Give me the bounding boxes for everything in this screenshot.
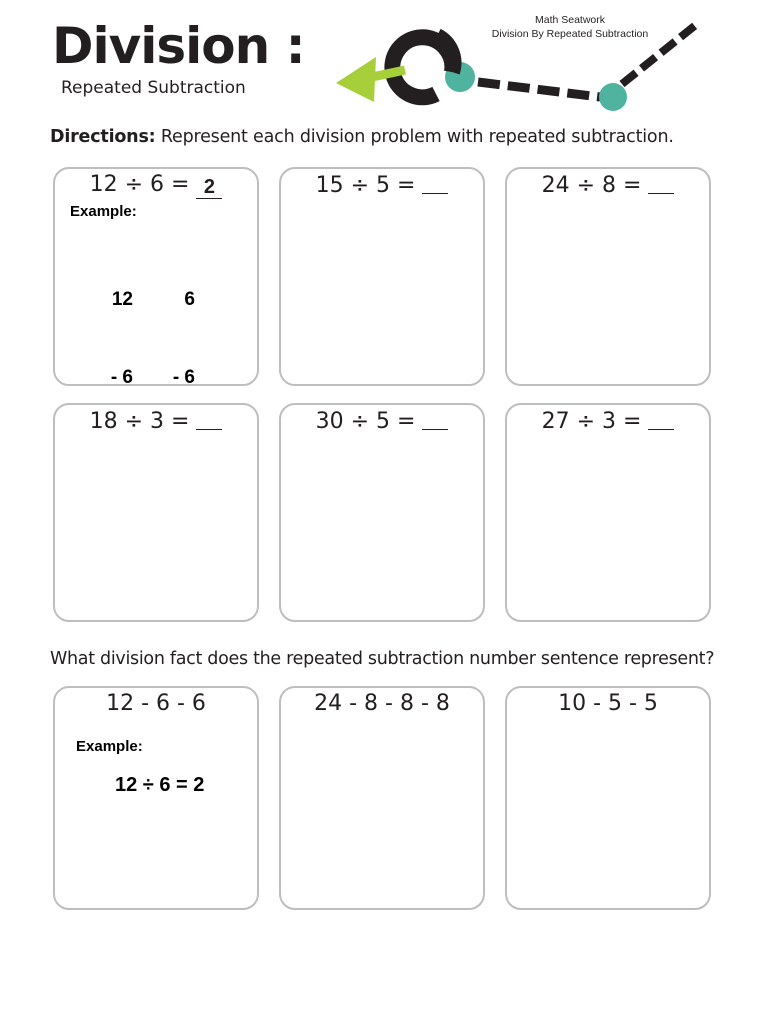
answer-blank[interactable]	[422, 409, 448, 430]
fact-box-2[interactable]	[279, 686, 485, 910]
subtrahend: - 6	[110, 367, 133, 388]
subtraction-sentence: 12 - 6 - 6	[106, 691, 206, 716]
directions-body: Represent each division problem with repeated subtraction.	[155, 127, 674, 147]
answer-blank[interactable]	[648, 409, 674, 430]
answer-blank: 2	[196, 178, 222, 199]
fact-box-1	[53, 686, 259, 910]
problem-equation: 18 ÷ 3 =	[89, 409, 190, 434]
minuend: 12	[111, 289, 133, 310]
problem-equation: 24 ÷ 8 =	[541, 173, 642, 198]
subtraction-sentence: 10 - 5 - 5	[558, 691, 658, 716]
problem-box-6	[505, 403, 711, 622]
problem-text	[507, 171, 709, 200]
problem-box-1	[53, 167, 259, 386]
answer-blank[interactable]	[422, 173, 448, 194]
problem-text	[281, 407, 483, 436]
problem-equation: 30 ÷ 5 =	[315, 409, 416, 434]
minuend: 6	[184, 289, 195, 310]
answer-blank[interactable]	[648, 173, 674, 194]
dashed-line-icon	[478, 82, 600, 97]
fact-box-3[interactable]	[505, 686, 711, 910]
problem-text	[281, 171, 483, 200]
decorative-arrow-graphic	[0, 0, 768, 120]
page-subtitle: Repeated Subtraction	[61, 78, 246, 98]
directions-label: Directions:	[50, 127, 156, 147]
example-label: Example:	[70, 203, 137, 220]
problem-text	[55, 407, 257, 436]
ring-icon-part	[437, 36, 453, 72]
section2-question: What division fact does the repeated subtraction number sentence represent?	[50, 649, 715, 669]
arrowhead-icon	[336, 57, 376, 102]
problem-box-2	[279, 167, 485, 386]
problem-box-3	[505, 167, 711, 386]
problem-equation: 15 ÷ 5 =	[315, 173, 416, 198]
problem-box-4	[53, 403, 259, 622]
example-label: Example:	[76, 738, 143, 755]
problem-equation: 12 ÷ 6 =	[89, 172, 190, 197]
problem-equation: 27 ÷ 3 =	[541, 409, 642, 434]
seatwork-line-1: Math Seatwork	[534, 14, 606, 26]
problem-box-5	[279, 403, 485, 622]
dashed-diagonal-icon	[622, 24, 697, 84]
problem-text	[55, 171, 257, 199]
directions-text	[50, 125, 674, 149]
problem-text	[507, 407, 709, 436]
answer-blank[interactable]	[196, 409, 222, 430]
subtrahend: - 6	[172, 367, 195, 388]
subtraction-sentence: 24 - 8 - 8 - 8	[314, 691, 450, 716]
teal-end-dot-icon	[599, 83, 627, 111]
seatwork-line-2: Division By Repeated Subtraction	[491, 28, 649, 40]
division-fact-answer: 12 ÷ 6 = 2	[115, 774, 205, 796]
page-title: Division :	[52, 17, 305, 75]
